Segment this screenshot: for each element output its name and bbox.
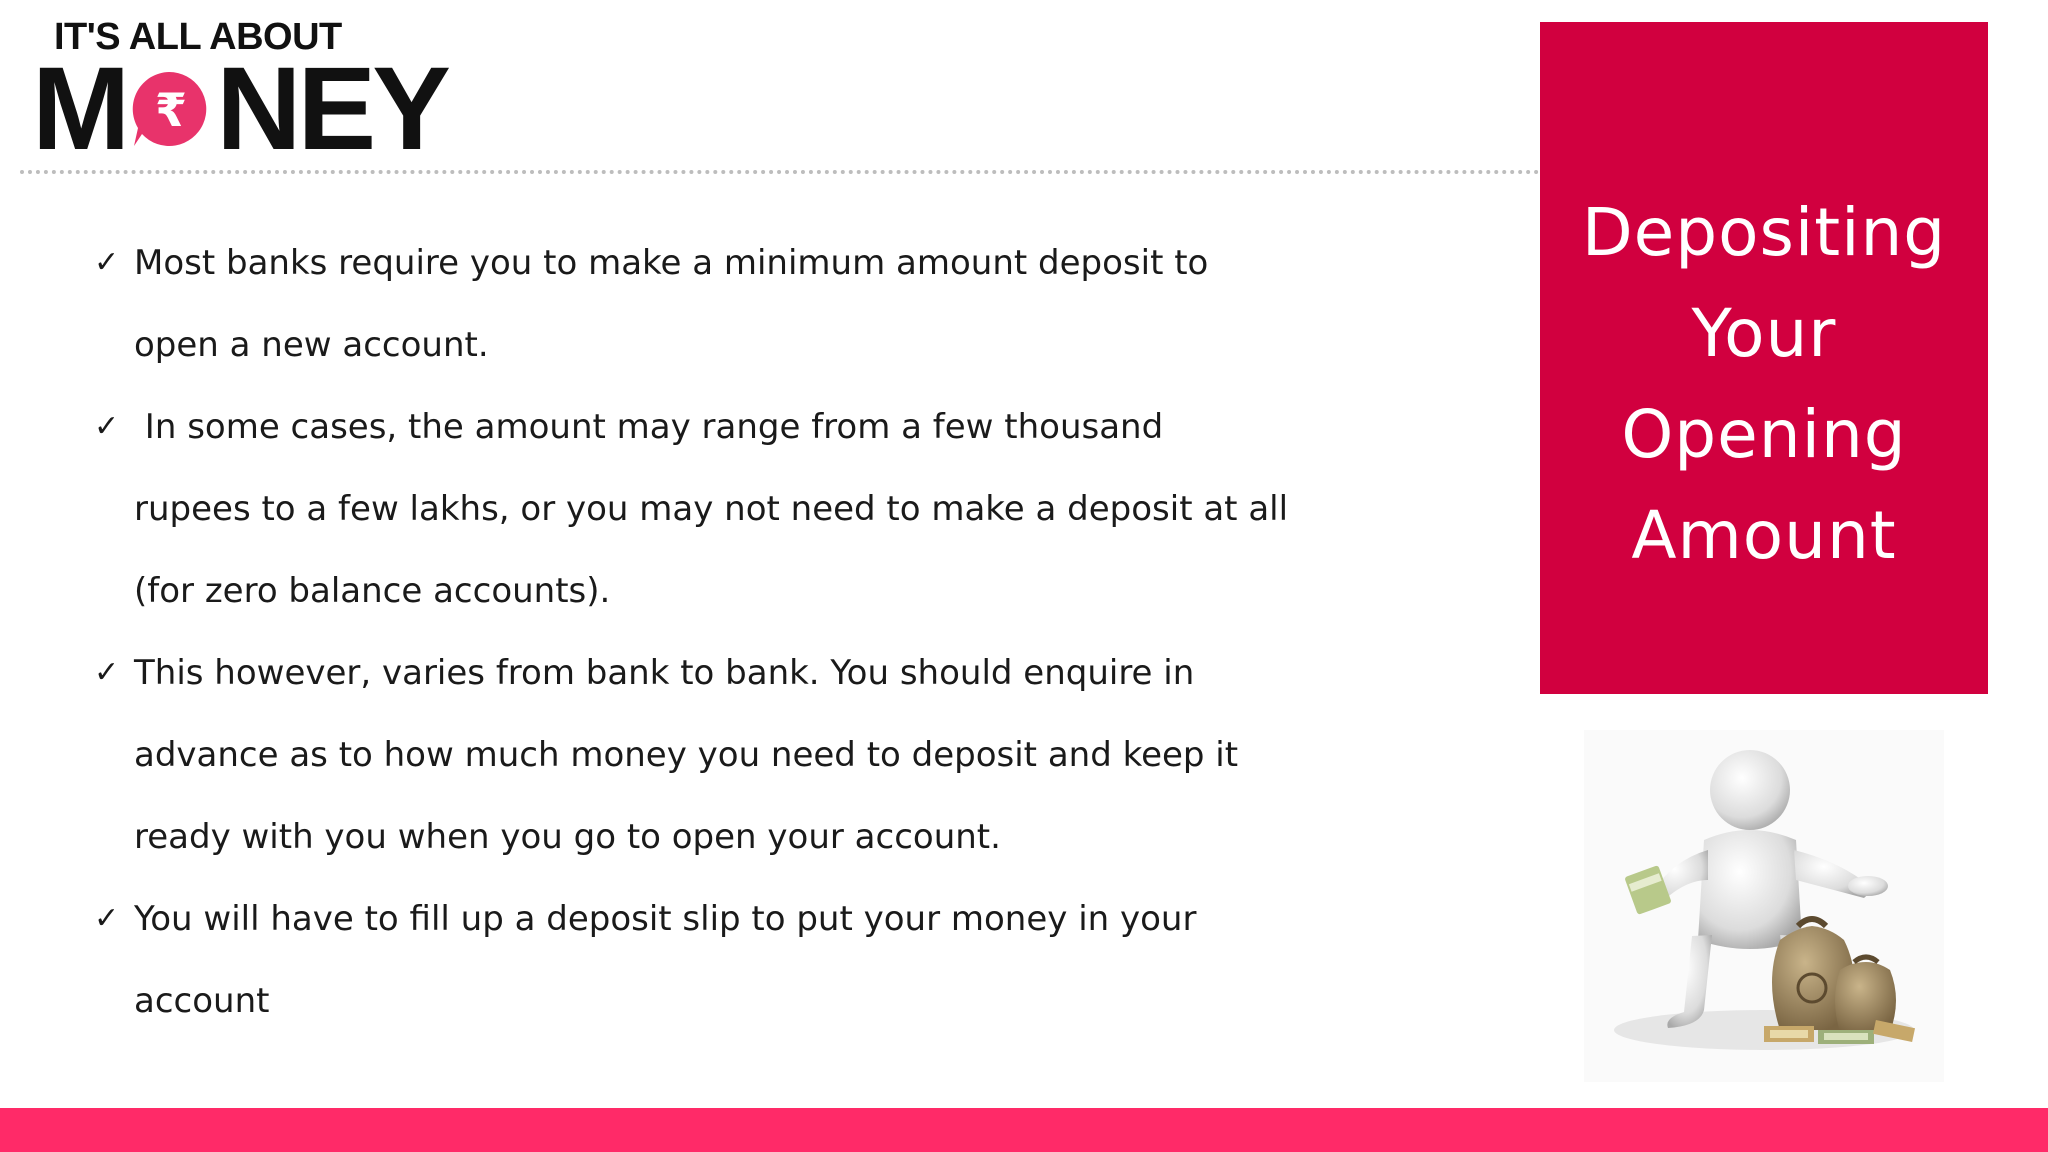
bullet-line: rupees to a few lakhs, or you may not need to make a deposit at all	[134, 489, 1289, 529]
check-icon: ✓	[94, 245, 120, 280]
slide-title	[1540, 182, 1988, 586]
bullet-line: open a new account.	[134, 325, 489, 365]
logo-tagline: IT'S ALL ABOUT	[54, 16, 342, 58]
bullet-line: ready with you when you go to open your account.	[134, 817, 1001, 857]
title-line: Opening	[1621, 396, 1907, 473]
coin-symbol: ₹	[155, 83, 184, 137]
logo-letter-m: M	[32, 43, 127, 175]
bottom-bar	[0, 1108, 2048, 1152]
bullet-line: You will have to fill up a deposit slip to put your money in your	[134, 899, 1197, 939]
bullet-line: (for zero balance accounts).	[134, 571, 611, 611]
dotted-divider	[20, 170, 1540, 174]
list-item	[92, 878, 1292, 1042]
list-item	[92, 632, 1292, 878]
bullet-line: advance as to how much money you need to deposit and keep it	[134, 735, 1239, 775]
logo-letters-ney: NEY	[216, 43, 447, 175]
list-item	[92, 222, 1292, 386]
title-line: Depositing	[1581, 194, 1947, 271]
bullet-line: account	[134, 981, 270, 1021]
logo	[32, 16, 462, 175]
bullet-list	[92, 222, 1292, 1042]
title-line: Amount	[1631, 497, 1897, 574]
logo-wordmark	[32, 43, 447, 175]
check-icon: ✓	[94, 409, 120, 444]
title-panel	[1540, 22, 1988, 694]
bullet-line: Most banks require you to make a minimum amount deposit to	[134, 243, 1209, 283]
check-icon: ✓	[94, 655, 120, 690]
title-line: Your	[1691, 295, 1837, 372]
bullet-line: This however, varies from bank to bank. You should enquire in	[134, 653, 1195, 693]
bullet-line: In some cases, the amount may range from a few thousand	[134, 407, 1164, 447]
rupee-coin-icon	[128, 68, 210, 150]
person-with-money-bags-icon	[1584, 730, 1944, 1082]
list-item	[92, 386, 1292, 632]
check-icon: ✓	[94, 901, 120, 936]
